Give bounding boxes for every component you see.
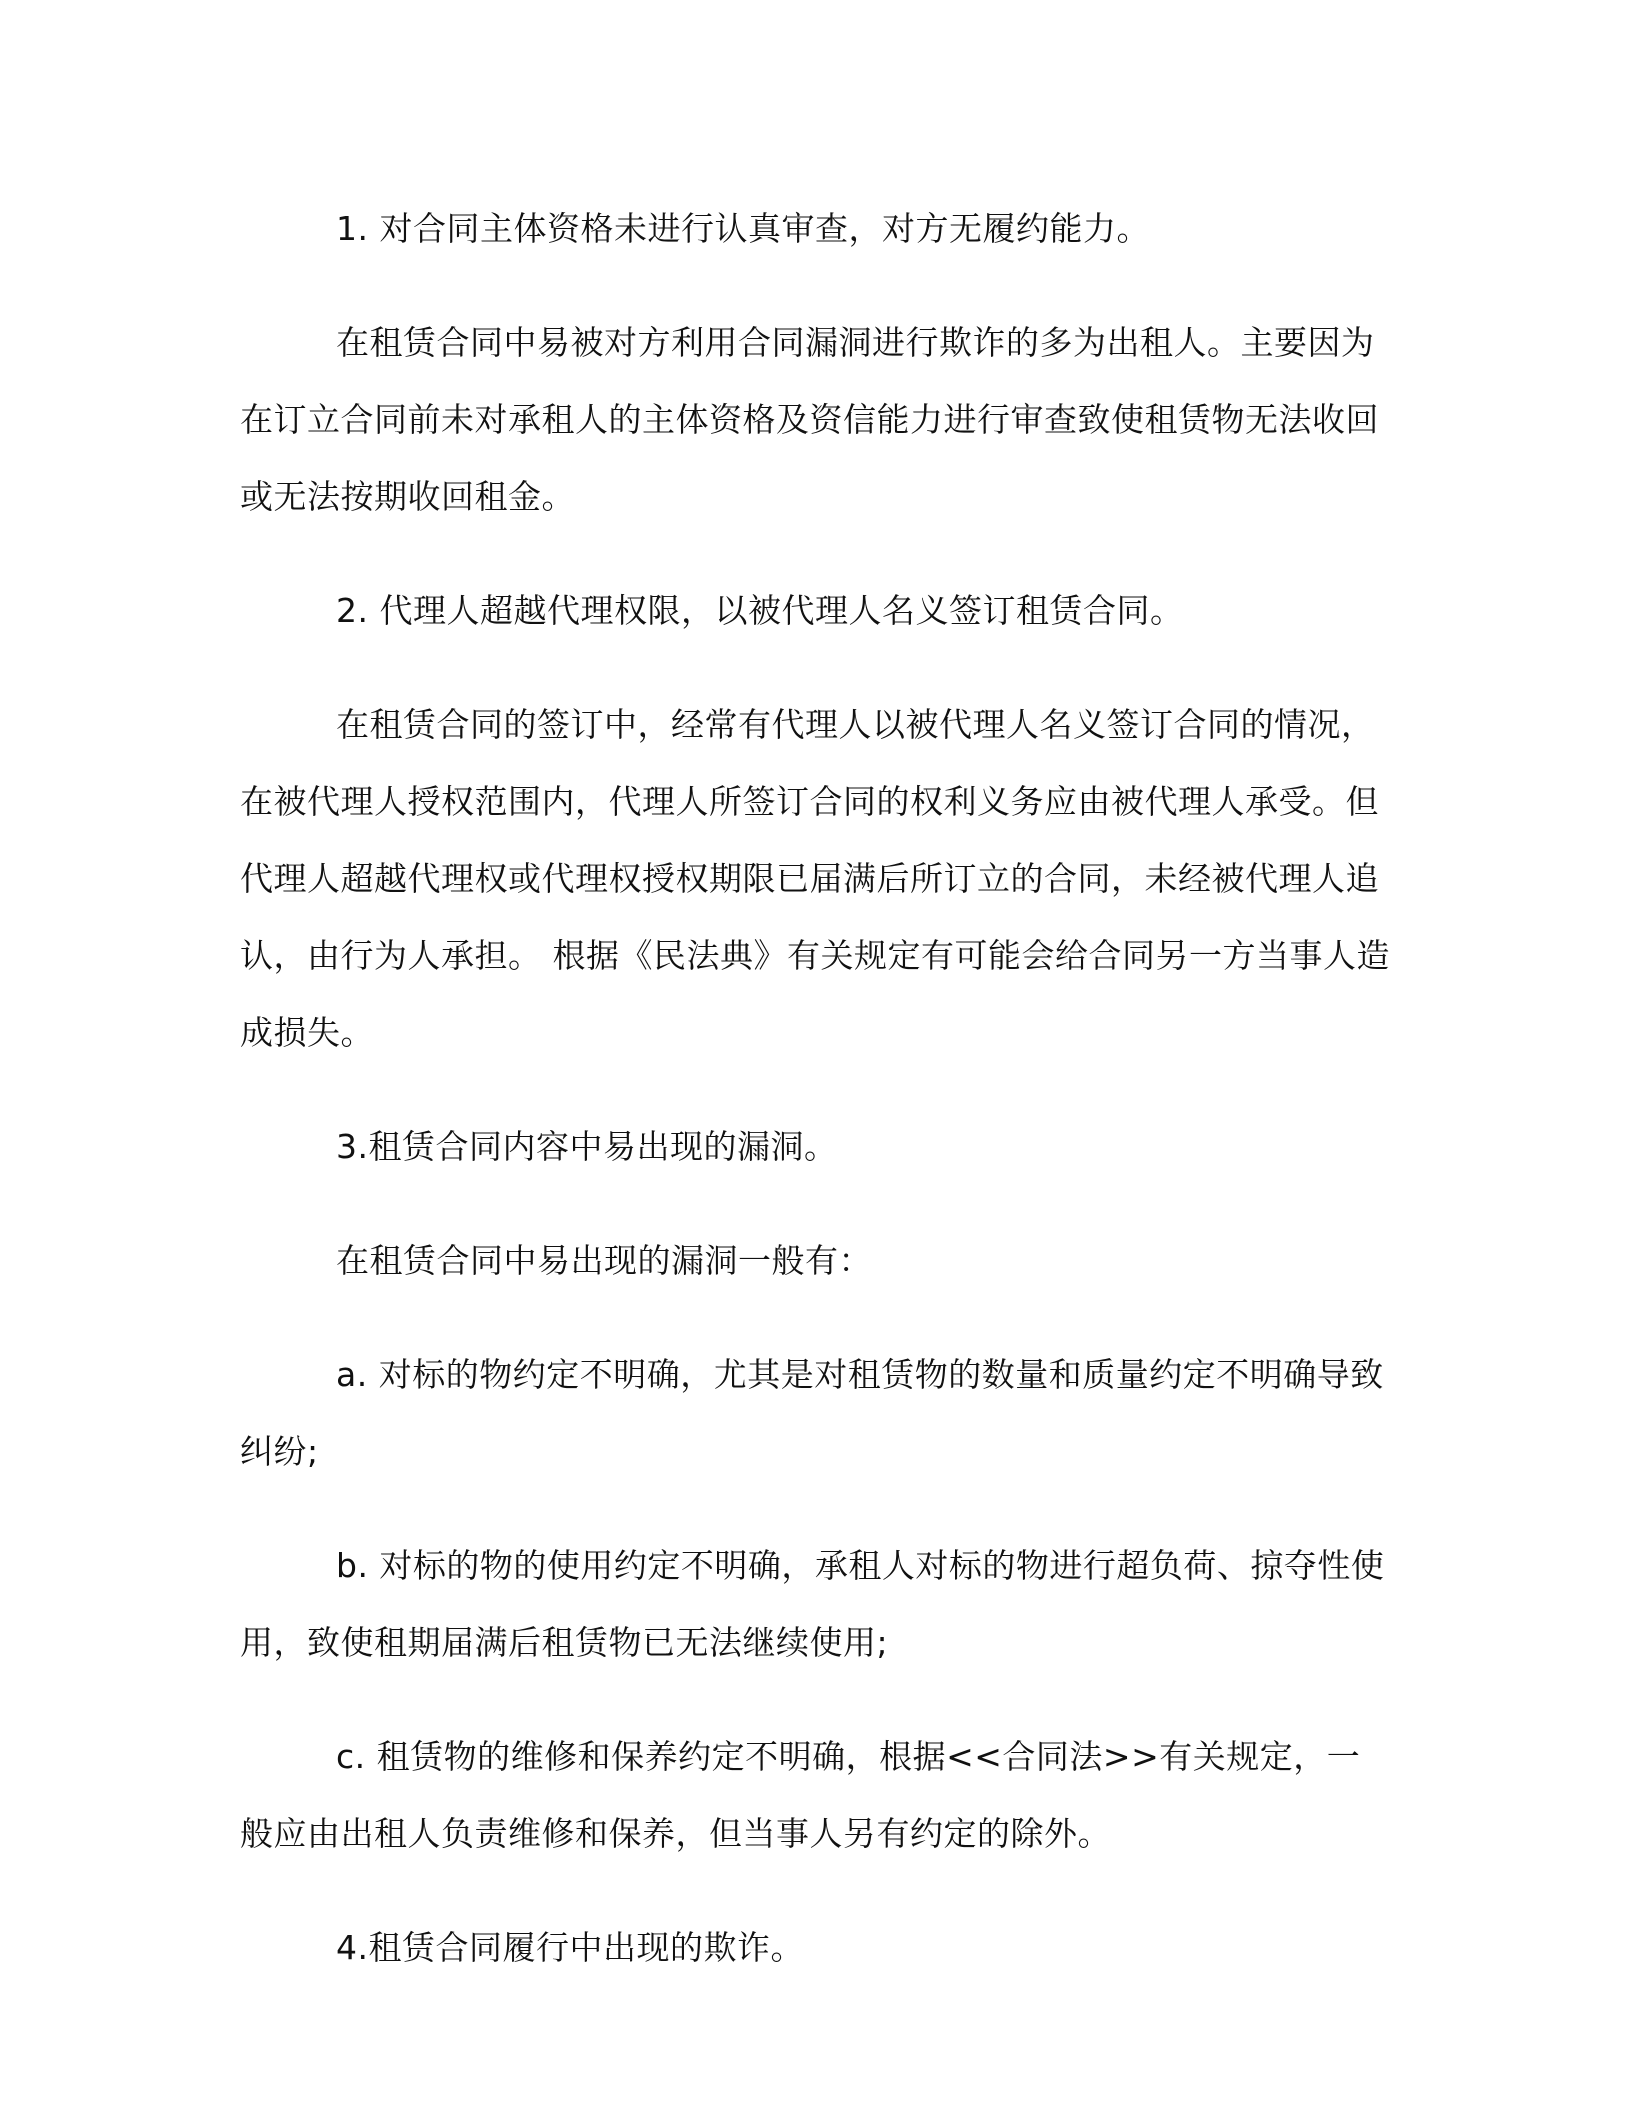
paragraph-7: a. 对标的物约定不明确，尤其是对租赁物的数量和质量约定不明确导致纠纷; [240,1355,1384,1471]
paragraph-gap [240,267,1390,304]
paragraph-2: 在租赁合同中易被对方利用合同漏洞进行欺诈的多为出租人。主要因为在订立合同前未对承租人的主体资格及资信能力进行审查致使租赁物无法收回或无法按期收回租金。 [240,323,1379,516]
paragraph-4: 在租赁合同的签订中，经常有代理人以被代理人名义签订合同的情况，在被代理人授权范围内，代理人所签订合同的权利义务应由被代理人承受。但代理人超越代理权或代理权授权期限已届满后所订立的合同，未经被代理人追认，由行为人承担。 根据《民法典》有关规定有可能会给合同另一方当事人造成损失。 [240,705,1390,1052]
paragraph-1: 1. 对合同主体资格未进行认真审查，对方无履约能力。 [336,209,1150,248]
paragraph-gap [240,1071,1390,1108]
paragraph-3: 2. 代理人超越代理权限，以被代理人名义签订租赁合同。 [336,591,1184,630]
paragraph-6: 在租赁合同中易出现的漏洞一般有： [336,1241,872,1280]
paragraph-9: c. 租赁物的维修和保养约定不明确，根据<<合同法>>有关规定，一般应由出租人负责维修和保养，但当事人另有约定的除外。 [240,1737,1361,1853]
document-body [240,190,1390,1986]
paragraph-gap [240,1299,1390,1336]
paragraph-5: 3.租赁合同内容中易出现的漏洞。 [336,1127,838,1166]
paragraph-8: b. 对标的物的使用约定不明确，承租人对标的物进行超负荷、掠夺性使用，致使租期届满后租赁物已无法继续使用; [240,1546,1385,1662]
paragraph-gap [240,1490,1390,1527]
paragraph-gap [240,535,1390,572]
paragraph-gap [240,1872,1390,1909]
paragraph-gap [240,1185,1390,1222]
paragraph-10: 4.租赁合同履行中出现的欺诈。 [336,1928,804,1967]
paragraph-gap [240,649,1390,686]
paragraph-gap [240,1681,1390,1718]
